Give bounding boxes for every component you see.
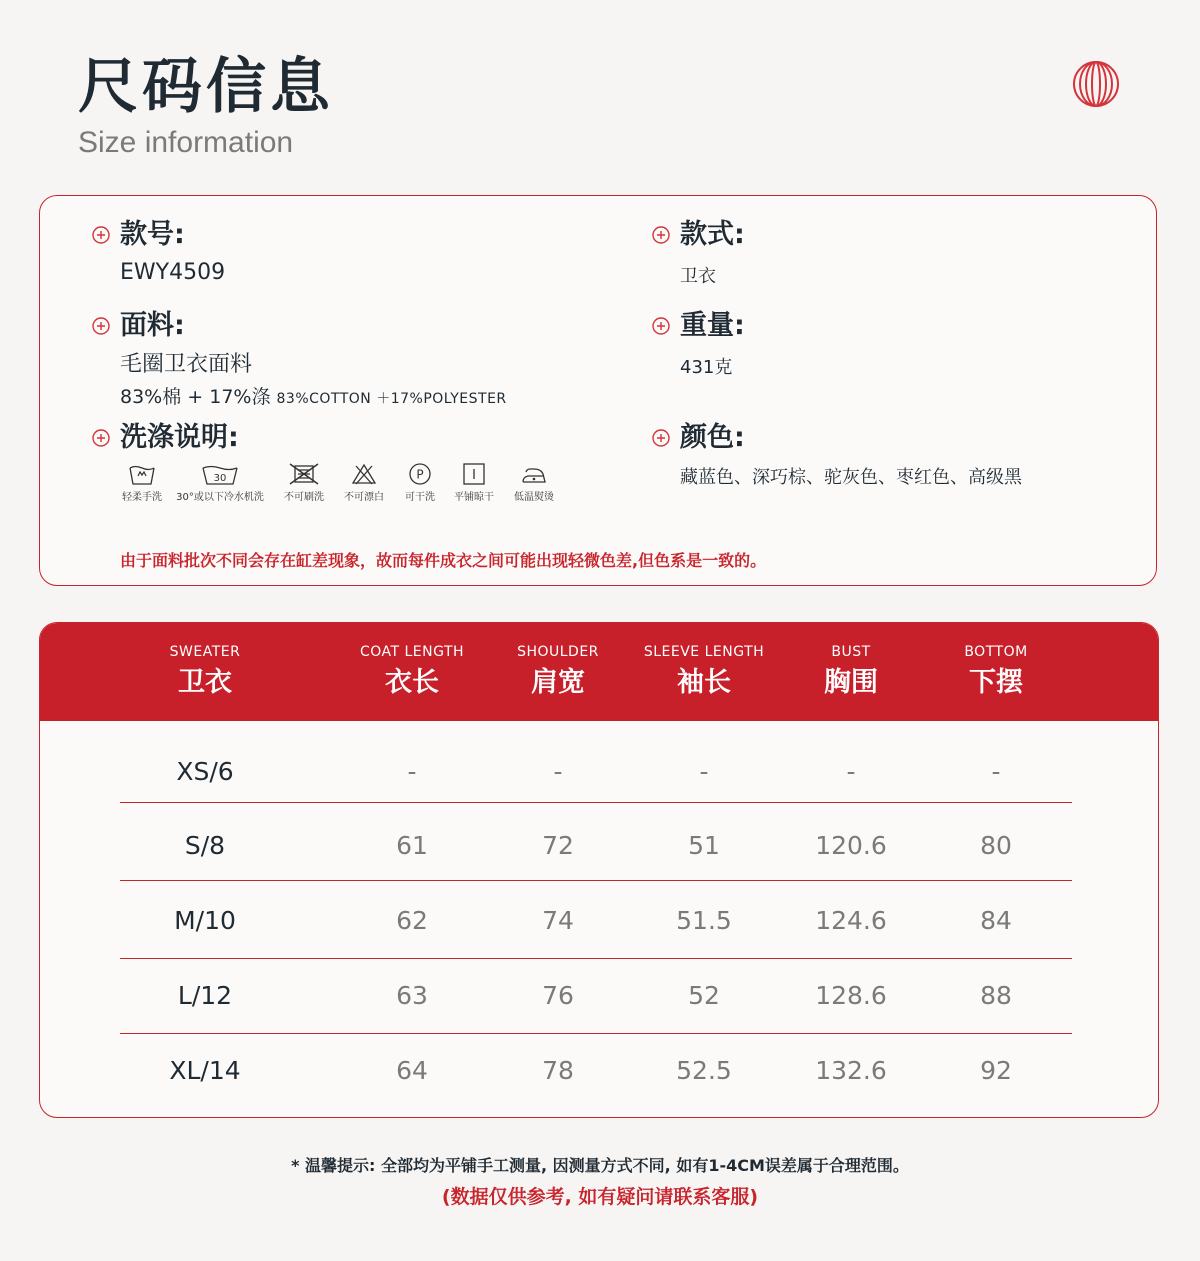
plus-circle-icon xyxy=(92,429,110,447)
care-label: 可干洗 xyxy=(405,492,435,503)
plus-circle-icon xyxy=(652,317,670,335)
fabric-value: 毛圈卫衣面料 xyxy=(120,352,253,377)
no-bleach-icon xyxy=(338,462,390,503)
care-label: 低温熨烫 xyxy=(514,492,554,503)
size-cell: XL/14 xyxy=(169,1056,241,1085)
fabric-composition xyxy=(120,384,507,412)
header-en: SLEEVE LENGTH xyxy=(643,644,765,660)
bust-cell: 132.6 xyxy=(815,1056,887,1085)
bottom-cell: 88 xyxy=(980,981,1012,1010)
header-en: SHOULDER xyxy=(517,644,599,660)
coat-length-cell: 61 xyxy=(396,831,428,860)
care-label: 不可漂白 xyxy=(344,492,384,503)
plus-circle-icon xyxy=(92,226,110,244)
header-en: BOTTOM xyxy=(964,644,1028,660)
coat-length-cell: 64 xyxy=(396,1056,428,1085)
style-number-value: EWY4509 xyxy=(120,260,226,285)
plus-circle-icon xyxy=(92,317,110,335)
header-zh: 衣长 xyxy=(385,667,439,698)
style-label: 款式: xyxy=(680,219,745,250)
style-number-label: 款号: xyxy=(120,219,185,250)
page-subtitle: Size information xyxy=(78,126,294,159)
care-label: 不可刷洗 xyxy=(284,492,324,503)
plus-circle-icon xyxy=(652,429,670,447)
weight-label: 重量: xyxy=(680,310,745,341)
low-iron-icon xyxy=(506,462,562,503)
header-sleeve-length xyxy=(624,643,784,701)
header-bust xyxy=(771,643,931,701)
size-table xyxy=(39,622,1159,1118)
sleeve-length-cell: 51.5 xyxy=(676,906,732,935)
product-info-panel xyxy=(39,195,1157,586)
header-zh: 袖长 xyxy=(677,667,731,698)
shoulder-cell: - xyxy=(553,757,563,786)
color-label: 颜色: xyxy=(680,422,745,453)
header-zh: 卫衣 xyxy=(178,667,232,698)
sleeve-length-cell: 52 xyxy=(688,981,720,1010)
bust-cell: 128.6 xyxy=(815,981,887,1010)
table-row xyxy=(40,958,1158,1033)
wash-instructions-label: 洗涤说明: xyxy=(120,422,239,453)
care-label: 轻柔手洗 xyxy=(122,492,162,503)
sleeve-length-cell: 51 xyxy=(688,831,720,860)
page-title: 尺码信息 xyxy=(78,52,334,122)
machine-wash-30-icon xyxy=(170,462,270,503)
header-en: SWEATER xyxy=(169,644,241,660)
bottom-cell: - xyxy=(991,757,1001,786)
bust-cell: - xyxy=(846,757,856,786)
shoulder-cell: 72 xyxy=(542,831,574,860)
bottom-cell: 92 xyxy=(980,1056,1012,1085)
bottom-cell: 84 xyxy=(980,906,1012,935)
plus-circle-icon xyxy=(652,226,670,244)
coat-length-cell: 62 xyxy=(396,906,428,935)
header-zh: 下摆 xyxy=(969,667,1023,698)
header-shoulder xyxy=(478,643,638,701)
color-value: 藏蓝色、深巧棕、驼灰色、枣红色、高级黑 xyxy=(680,467,1022,488)
svg-text:30: 30 xyxy=(213,473,227,484)
gentle-hand-wash-icon xyxy=(116,462,168,503)
care-label: 平铺晾干 xyxy=(454,492,494,503)
size-cell: S/8 xyxy=(184,831,226,860)
shoulder-cell: 78 xyxy=(542,1056,574,1085)
bust-cell: 124.6 xyxy=(815,906,887,935)
table-row xyxy=(40,883,1158,958)
concentric-rings-logo-icon xyxy=(1070,58,1122,110)
style-value: 卫衣 xyxy=(680,266,716,287)
coat-length-cell: 63 xyxy=(396,981,428,1010)
header-coat-length xyxy=(332,643,492,701)
color-difference-notice: 由于面料批次不同会存在缸差现象，故而每件成衣之间可能出现轻微色差,但色系是一致的。 xyxy=(120,551,767,570)
header-zh: 肩宽 xyxy=(531,667,585,698)
no-brushing-icon xyxy=(278,462,330,503)
fabric-label: 面料: xyxy=(120,310,185,341)
coat-length-cell: - xyxy=(407,757,417,786)
shoulder-cell: 74 xyxy=(542,906,574,935)
measurement-tip: * 温馨提示: 全部均为平铺手工测量, 因测量方式不同, 如有1-4CM误差属于合理范围。 xyxy=(291,1156,909,1175)
reference-disclaimer: (数据仅供参考, 如有疑问请联系客服) xyxy=(441,1186,759,1208)
fabric-composition-en: 83%COTTON ＋17%POLYESTER xyxy=(276,391,507,407)
header-en: BUST xyxy=(831,644,871,660)
size-cell: L/12 xyxy=(177,981,233,1010)
table-row xyxy=(40,1033,1158,1108)
dry-flat-icon xyxy=(446,462,502,503)
table-row xyxy=(40,734,1158,809)
bottom-cell: 80 xyxy=(980,831,1012,860)
fabric-composition-cn: 83%棉 + 17%涤 xyxy=(120,386,271,408)
sleeve-length-cell: - xyxy=(699,757,709,786)
row-divider xyxy=(120,802,1072,803)
svg-text:P: P xyxy=(416,467,424,482)
shoulder-cell: 76 xyxy=(542,981,574,1010)
header-en: COAT LENGTH xyxy=(359,644,465,660)
table-row xyxy=(40,808,1158,883)
header-bottom xyxy=(916,643,1076,701)
weight-value: 431克 xyxy=(680,357,733,378)
sleeve-length-cell: 52.5 xyxy=(676,1056,732,1085)
bust-cell: 120.6 xyxy=(815,831,887,860)
size-cell: XS/6 xyxy=(176,757,234,786)
care-symbols-row xyxy=(116,462,576,512)
row-divider xyxy=(120,880,1072,881)
header-zh: 胸围 xyxy=(824,667,878,698)
size-cell: M/10 xyxy=(174,906,236,935)
header-sweater xyxy=(125,643,285,701)
care-label: 30°或以下冷水机洗 xyxy=(176,492,264,503)
size-table-header xyxy=(40,623,1158,721)
dry-clean-p-icon xyxy=(398,462,442,503)
